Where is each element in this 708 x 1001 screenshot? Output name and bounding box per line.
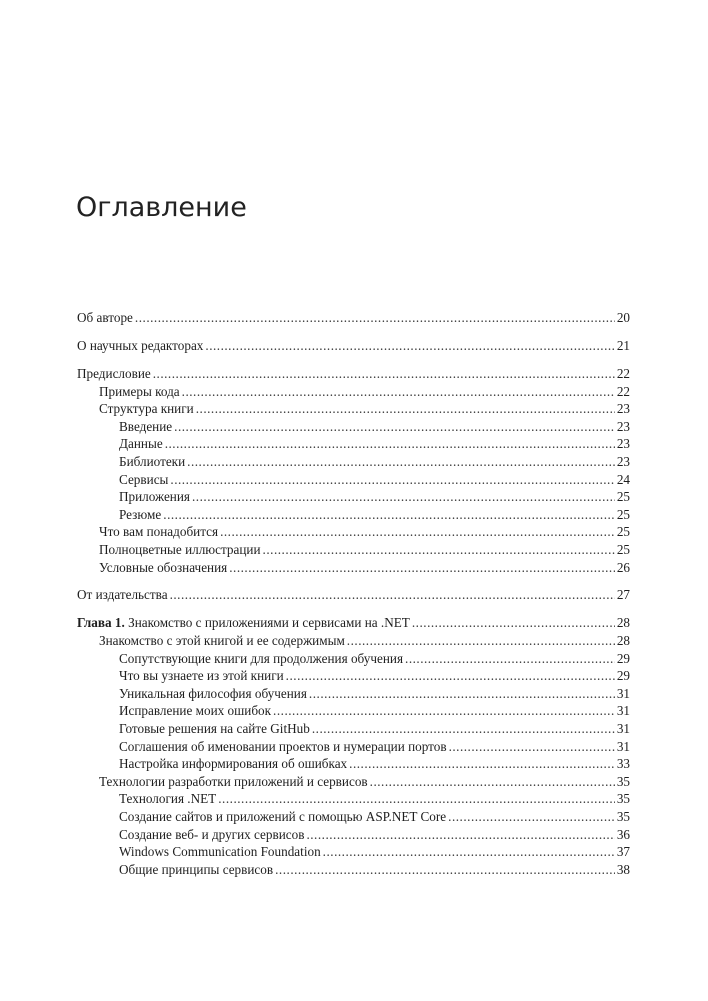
toc-entry-label: Данные — [119, 436, 163, 452]
toc-entry-label: О научных редакторах — [77, 337, 204, 353]
toc-entry-label: Что вам понадобится — [99, 524, 219, 540]
dot-leader — [229, 559, 615, 577]
toc-entry-label: Настройка информирования об ошибках — [119, 756, 348, 772]
toc-entry[interactable] — [77, 337, 630, 355]
toc-entry[interactable] — [77, 400, 630, 418]
toc-entry-label: Структура книги — [99, 401, 194, 417]
toc-entry[interactable] — [77, 861, 630, 879]
dot-leader — [187, 453, 615, 471]
toc-entry-page-number: 23 — [616, 436, 630, 452]
dot-leader — [192, 488, 615, 506]
toc-entry[interactable] — [77, 471, 630, 489]
dot-leader — [275, 861, 615, 879]
toc-entry-label: Готовые решения на сайте GitHub — [119, 721, 310, 737]
toc-entry-page-number: 28 — [616, 633, 630, 649]
dot-leader — [306, 826, 615, 844]
toc-entry[interactable] — [77, 773, 630, 791]
toc-entry-page-number: 31 — [616, 685, 630, 701]
toc-entry[interactable] — [77, 586, 630, 604]
dot-leader — [220, 523, 615, 541]
dot-leader — [449, 738, 615, 756]
dot-leader — [165, 435, 615, 453]
dot-leader — [349, 755, 615, 773]
toc-entry[interactable] — [77, 720, 630, 738]
dot-leader — [135, 309, 615, 327]
toc-entry-label: Сопутствующие книги для продолжения обучения — [119, 650, 404, 666]
toc-entry-label: Общие принципы сервисов — [119, 861, 274, 877]
toc-entry-page-number: 22 — [616, 365, 630, 381]
dot-leader — [263, 541, 615, 559]
dot-leader — [347, 632, 615, 650]
dot-leader — [412, 614, 615, 632]
toc-entry[interactable] — [77, 559, 630, 577]
dot-leader — [163, 506, 615, 524]
toc-entry[interactable] — [77, 702, 630, 720]
toc-entry-label: Сервисы — [119, 471, 169, 487]
toc-entry-label: Условные обозначения — [99, 559, 228, 575]
toc-entry-page-number: 22 — [616, 383, 630, 399]
toc-entry-page-number: 35 — [616, 791, 630, 807]
toc-entry-label: Полноцветные иллюстрации — [99, 541, 261, 557]
dot-leader — [218, 790, 615, 808]
toc-entry-page-number: 26 — [616, 559, 630, 575]
dot-leader — [205, 337, 615, 355]
toc-entry-label: От издательства — [77, 587, 168, 603]
dot-leader — [286, 667, 615, 685]
toc-entry[interactable] — [77, 435, 630, 453]
page-title: Оглавление — [76, 192, 247, 223]
toc-entry-page-number: 29 — [616, 668, 630, 684]
dot-leader — [405, 650, 615, 668]
toc-entry-label: Приложения — [119, 489, 190, 505]
toc-entry-page-number: 38 — [616, 861, 630, 877]
toc-entry-page-number: 31 — [616, 703, 630, 719]
toc-entry-page-number: 31 — [616, 738, 630, 754]
toc-entry-label: Библиотеки — [119, 453, 186, 469]
toc-entry[interactable] — [77, 808, 630, 826]
toc-entry-label: Что вы узнаете из этой книги — [119, 668, 284, 684]
table-of-contents — [77, 309, 630, 878]
toc-entry-label: Исправление моих ошибок — [119, 703, 272, 719]
toc-entry-page-number: 28 — [616, 615, 630, 631]
dot-leader — [370, 773, 615, 791]
toc-entry-page-number: 25 — [616, 524, 630, 540]
dot-leader — [273, 702, 615, 720]
toc-entry-page-number: 23 — [616, 453, 630, 469]
toc-entry[interactable] — [77, 632, 630, 650]
toc-entry-label: Windows Communication Foundation — [119, 844, 321, 860]
toc-entry[interactable] — [77, 365, 630, 383]
toc-entry-page-number: 35 — [616, 773, 630, 789]
toc-entry[interactable] — [77, 843, 630, 861]
toc-entry[interactable] — [77, 790, 630, 808]
chapter-title: Знакомство с приложениями и сервисами на .NET — [124, 615, 410, 631]
toc-entry-label: Создание сайтов и приложений с помощью ASP.NET Core — [119, 809, 447, 824]
toc-entry[interactable] — [77, 650, 630, 668]
toc-entry-page-number: 25 — [616, 541, 630, 557]
toc-entry[interactable] — [77, 667, 630, 685]
toc-entry-page-number: 35 — [616, 809, 630, 824]
toc-entry-page-number: 27 — [616, 587, 630, 603]
toc-entry-label: Предисловие — [77, 365, 151, 381]
toc-entry-page-number: 21 — [616, 337, 630, 353]
toc-entry-label: Соглашения об именовании проектов и нумерации портов — [119, 738, 447, 754]
toc-entry-page-number: 25 — [616, 489, 630, 505]
toc-entry[interactable] — [77, 541, 630, 559]
toc-entry[interactable] — [77, 453, 630, 471]
dot-leader — [182, 383, 615, 401]
toc-entry[interactable] — [77, 738, 630, 756]
toc-entry[interactable] — [77, 755, 630, 773]
toc-entry[interactable] — [77, 309, 630, 327]
toc-entry-page-number: 37 — [616, 844, 630, 860]
toc-entry[interactable] — [77, 506, 630, 524]
dot-leader — [170, 586, 615, 604]
toc-entry-page-number: 33 — [616, 756, 630, 772]
dot-leader — [196, 400, 615, 418]
toc-entry-page-number: 24 — [616, 471, 630, 487]
chapter-number: Глава 1. — [77, 615, 125, 631]
toc-entry-page-number: 20 — [616, 310, 630, 325]
toc-entry[interactable] — [77, 614, 630, 632]
toc-entry[interactable] — [77, 685, 630, 703]
dot-leader — [323, 843, 615, 861]
dot-leader — [153, 365, 615, 383]
toc-entry-label — [77, 614, 410, 632]
toc-entry-label: Введение — [119, 418, 173, 434]
toc-entry[interactable] — [77, 826, 630, 844]
dot-leader — [312, 720, 615, 738]
dot-leader — [170, 471, 615, 489]
toc-entry-label: Технологии разработки приложений и сервисов — [99, 773, 368, 789]
toc-entry[interactable] — [77, 418, 630, 436]
dot-leader — [309, 685, 615, 703]
toc-entry-label: Технология .NET — [119, 791, 217, 807]
dot-leader — [448, 808, 615, 826]
toc-entry-page-number: 23 — [616, 401, 630, 417]
toc-entry-label: Об авторе — [77, 310, 133, 325]
dot-leader — [174, 418, 615, 436]
toc-entry[interactable] — [77, 383, 630, 401]
toc-entry-label: Создание веб- и других сервисов — [119, 826, 305, 842]
toc-entry-page-number: 36 — [616, 826, 630, 842]
toc-entry-page-number: 29 — [616, 650, 630, 666]
toc-entry-label: Уникальная философия обучения — [119, 685, 307, 701]
toc-entry-page-number: 31 — [616, 721, 630, 737]
toc-entry[interactable] — [77, 523, 630, 541]
toc-entry-label: Знакомство с этой книгой и ее содержимым — [99, 633, 345, 649]
toc-entry-page-number: 25 — [616, 506, 630, 522]
toc-entry-label: Резюме — [119, 506, 162, 522]
toc-entry[interactable] — [77, 488, 630, 506]
toc-entry-label: Примеры кода — [99, 383, 180, 399]
toc-entry-page-number: 23 — [616, 418, 630, 434]
